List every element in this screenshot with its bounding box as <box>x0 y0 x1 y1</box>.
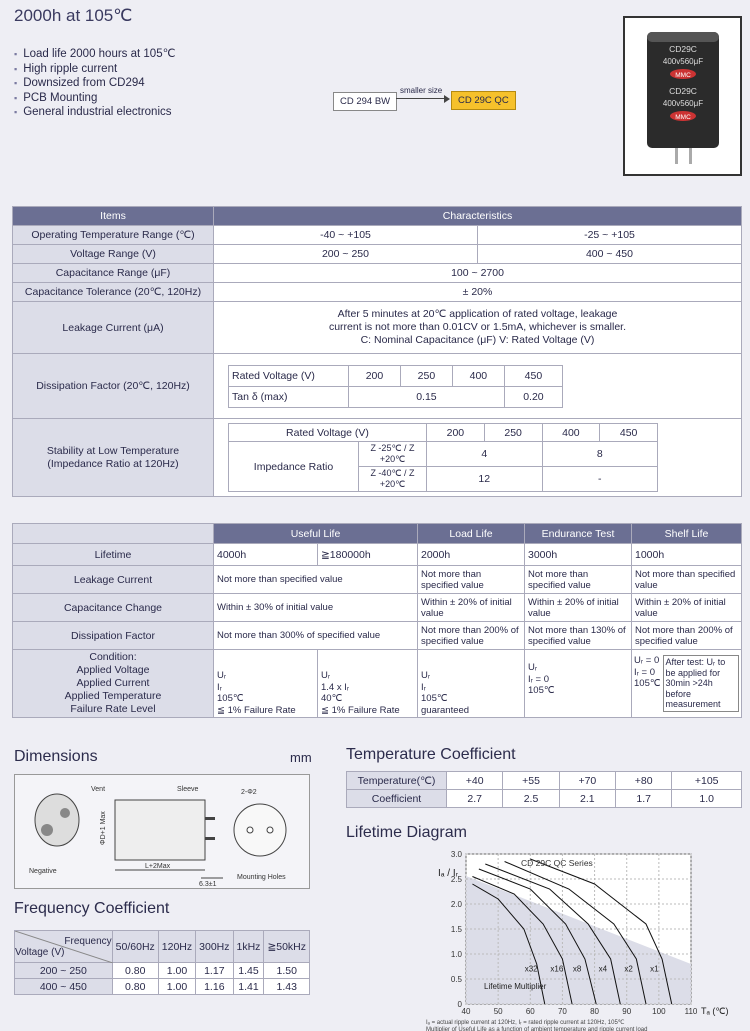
cell: Not more than 200% of specified value <box>632 622 742 650</box>
text-line: 1.4 x Iᵣ <box>321 681 350 693</box>
cell: -40 ~ +105 <box>214 226 478 245</box>
cell: +105 <box>672 772 742 790</box>
cell: 0.20 <box>504 386 562 407</box>
text-line: C: Nominal Capacitance (μF) V: Rated Voltage (V) <box>360 334 595 346</box>
row-label: Leakage Current <box>13 566 214 594</box>
row-label: Leakage Current (μA) <box>13 302 214 354</box>
text-block <box>634 655 661 712</box>
text-line: Failure Rate Level <box>70 703 156 715</box>
cell: Within ± 20% of initial value <box>525 594 632 622</box>
y-tick-label: 2.5 <box>450 875 462 884</box>
cell: 400 <box>452 365 504 386</box>
text-line: Condition: <box>89 651 137 663</box>
cell: 1.43 <box>264 979 310 995</box>
cell <box>214 650 318 718</box>
cell: ≧180000h <box>318 544 418 566</box>
text-line: Iᵣ <box>421 681 426 693</box>
cell: 1.41 <box>233 979 264 995</box>
table-header: Useful Life <box>214 524 418 544</box>
multiplier-label: x8 <box>572 964 582 974</box>
flow-arrow <box>396 98 448 99</box>
dimensions-title: Dimensions <box>14 748 98 765</box>
table-header: Shelf Life <box>632 524 742 544</box>
photo-label: 400v560μF <box>662 57 704 66</box>
cell: Rated Voltage (V) <box>229 424 427 442</box>
cell: 8 <box>542 442 658 467</box>
cell: 2.5 <box>503 790 559 808</box>
x-tick-label: 40 <box>461 1007 471 1016</box>
list-item: ▪ Downsized from CD294 <box>14 76 176 91</box>
x-tick-label: 90 <box>622 1007 632 1016</box>
y-tick-label: 3.0 <box>450 850 462 859</box>
multiplier-label: x4 <box>598 964 608 974</box>
cell: 1.16 <box>196 979 233 995</box>
text-line: Uᵣ <box>421 670 431 681</box>
list-item: ▪ Load life 2000 hours at 105℃ <box>14 47 176 62</box>
y-tick-label: 0.5 <box>450 975 462 984</box>
freq-coef-table <box>14 930 310 995</box>
cell: 1.0 <box>672 790 742 808</box>
cell: Z -40℃ / Z +20℃ <box>359 467 427 492</box>
row-label: 400 ~ 450 <box>15 979 113 995</box>
list-item: ▪ High ripple current <box>14 62 176 77</box>
row-label: Dissipation Factor (20℃, 120Hz) <box>13 354 214 419</box>
cell: 200 <box>427 424 485 442</box>
text-line: Uᵣ = 0 <box>634 655 660 667</box>
y-axis-label: Iₐ / Iᵣ <box>438 868 459 879</box>
text-line: 105℃ <box>528 685 555 696</box>
text-line: Iᵣ <box>217 681 222 693</box>
text-line: Applied Temperature <box>64 690 162 702</box>
cell: Z -25℃ / Z +20℃ <box>359 442 427 467</box>
table-header: Load Life <box>418 524 525 544</box>
holes-label: Mounting Holes <box>237 874 286 881</box>
chart-note: Iₐ = actual ripple current at 120Hz, Iᵣ = rated ripple current at 120Hz, 105℃ <box>426 1020 625 1026</box>
diag-header-cell <box>15 931 113 963</box>
series-to-box: CD 29C QC <box>451 91 516 110</box>
sleeve-label: Sleeve <box>177 786 199 793</box>
freq-header: Frequency <box>64 935 112 947</box>
cell: 250 <box>484 424 542 442</box>
text-line: ≦ 1% Failure Rate <box>321 704 400 716</box>
multiplier-label: x1 <box>650 964 659 974</box>
cell: 2.7 <box>447 790 503 808</box>
col-header: ≧50kHz <box>264 931 310 963</box>
y-tick-label: 1.5 <box>450 925 462 934</box>
x-tick-label: 110 <box>684 1007 698 1016</box>
photo-label: CD29C <box>669 44 697 54</box>
text-line: current is not more than 0.01CV or 1.5mA, whichever is smaller. <box>328 321 627 333</box>
chart-note: Multiplier of Useful Life as a function of ambient temperature and ripple current load <box>426 1027 648 1031</box>
vent-label: Vent <box>91 786 106 793</box>
text-line: Uᵣ <box>528 662 538 673</box>
col-header: 300Hz <box>196 931 233 963</box>
text-line: Applied Voltage <box>76 664 150 676</box>
stability-table <box>228 423 658 492</box>
voltage-header: Voltage (V) <box>15 946 65 958</box>
y-tick-label: 0 <box>457 1000 462 1009</box>
cell: Not more than 130% of specified value <box>525 622 632 650</box>
text-line: (Impedance Ratio at 120Hz) <box>47 457 179 470</box>
cell <box>632 650 742 718</box>
text-line: Uᵣ <box>217 670 227 681</box>
df-table <box>228 365 563 408</box>
cell <box>418 650 525 718</box>
series-from-box: CD 294 BW <box>333 92 397 111</box>
spec-table <box>12 206 742 497</box>
multiplier-label: x2 <box>624 964 633 974</box>
phi-label: 2-Φ2 <box>241 789 257 796</box>
table-header: Characteristics <box>214 207 742 226</box>
row-label <box>13 419 214 497</box>
y-tick-label: 1.0 <box>450 950 462 959</box>
cell: Rated Voltage (V) <box>229 365 349 386</box>
cell <box>318 650 418 718</box>
row-label: Capacitance Range (μF) <box>13 264 214 283</box>
cell: 3000h <box>525 544 632 566</box>
flow-label: smaller size <box>400 86 443 95</box>
text-line: Applied Current <box>76 677 150 689</box>
row-label: Temperature(℃) <box>347 772 447 790</box>
cell <box>214 302 742 354</box>
row-label: Capacitance Change <box>13 594 214 622</box>
row-label <box>13 650 214 718</box>
product-photo <box>623 16 742 176</box>
diameter-label: ΦD+1 Max <box>100 811 107 845</box>
temp-coef-table <box>346 771 742 808</box>
cell: 1.00 <box>158 963 195 979</box>
row-label: Lifetime <box>13 544 214 566</box>
cell: 450 <box>504 365 562 386</box>
text-line: After 5 minutes at 20℃ application of rated voltage, leakage <box>337 308 618 320</box>
cell: 250 <box>400 365 452 386</box>
cell: Not more than 200% of specified value <box>418 622 525 650</box>
text-line: ≦ 1% Failure Rate <box>217 704 296 716</box>
photo-label: 400v560μF <box>662 99 704 108</box>
cell: 1.50 <box>264 963 310 979</box>
cell: 200 <box>349 365 401 386</box>
cell: -25 ~ +105 <box>477 226 741 245</box>
table-header <box>13 524 214 544</box>
text-line: Iᵣ = 0 <box>634 666 656 678</box>
series-label: CD 29C QC Series <box>521 858 593 868</box>
life-table <box>12 523 742 718</box>
brand-logo: MMC <box>675 114 691 121</box>
cell <box>525 650 632 718</box>
cell: Within ± 20% of initial value <box>632 594 742 622</box>
table-header: Items <box>13 207 214 226</box>
cell: 400 ~ 450 <box>477 245 741 264</box>
after-test-note: After test: Uᵣ to be applied for 30min >24h before measurement <box>663 655 739 712</box>
row-label: Coefficient <box>347 790 447 808</box>
drawing-svg <box>15 775 309 888</box>
cell: Not more than specified value <box>214 566 418 594</box>
cell: +80 <box>616 772 672 790</box>
col-header: 120Hz <box>158 931 195 963</box>
cell: +55 <box>503 772 559 790</box>
x-tick-label: 50 <box>493 1007 503 1016</box>
table-header: Endurance Test <box>525 524 632 544</box>
text-line: 105℃ <box>634 678 661 690</box>
text-line: 40℃ <box>321 693 343 704</box>
temp-coef-title: Temperature Coefficient <box>346 746 516 763</box>
cell: 4 <box>427 442 543 467</box>
cell: 1.00 <box>158 979 195 995</box>
brand-logo: MMC <box>675 72 691 79</box>
cell: Tan δ (max) <box>229 386 349 407</box>
text-line: Iᵣ = 0 <box>528 673 550 685</box>
x-tick-label: 70 <box>557 1007 567 1016</box>
cell: +70 <box>559 772 615 790</box>
cell: 4000h <box>214 544 318 566</box>
text-line: guaranteed <box>421 704 470 716</box>
cell <box>214 419 742 497</box>
x-tick-label: 80 <box>590 1007 600 1016</box>
text-line: Uᵣ <box>321 670 331 681</box>
capacitor-image <box>625 18 740 174</box>
row-label: 200 ~ 250 <box>15 963 113 979</box>
cell: 0.15 <box>349 386 505 407</box>
x-tick-label: 60 <box>525 1007 535 1016</box>
dimensions-unit: mm <box>290 750 312 765</box>
page-title: 2000h at 105℃ <box>14 6 133 25</box>
text-line: 105℃ <box>217 693 244 704</box>
text-line: Stability at Low Temperature <box>46 444 180 457</box>
cell <box>214 354 742 419</box>
cell: Within ± 20% of initial value <box>418 594 525 622</box>
text-line: 105℃ <box>421 693 448 704</box>
cell: 12 <box>427 467 543 492</box>
row-label: Operating Temperature Range (℃) <box>13 226 214 245</box>
negative-label: Negative <box>29 868 57 875</box>
multiplier-label: x32 <box>524 964 538 974</box>
list-item: ▪ General industrial electronics <box>14 105 176 120</box>
cell: Not more than 300% of specified value <box>214 622 418 650</box>
feature-list <box>14 47 176 120</box>
cell: 0.80 <box>112 979 158 995</box>
dimension-drawing <box>14 774 310 889</box>
cell: Not more than specified value <box>418 566 525 594</box>
list-item: ▪ PCB Mounting <box>14 91 176 106</box>
cell: 450 <box>600 424 658 442</box>
cell: 100 ~ 2700 <box>214 264 742 283</box>
cell: 1.7 <box>616 790 672 808</box>
x-axis-label: Tₐ (℃) <box>701 1006 729 1016</box>
col-header: 50/60Hz <box>112 931 158 963</box>
arrow-head-icon <box>444 95 450 103</box>
cell: Impedance Ratio <box>229 442 359 492</box>
col-header: 1kHz <box>233 931 264 963</box>
cell: Within ± 30% of initial value <box>214 594 418 622</box>
multiplier-caption: Lifetime Multiplier <box>484 982 547 991</box>
y-tick-label: 2.0 <box>450 900 462 909</box>
multiplier-label: x16 <box>550 964 564 974</box>
pitch-label: 6.3±1 <box>199 881 217 888</box>
cell: 1000h <box>632 544 742 566</box>
cell: +40 <box>447 772 503 790</box>
cell: 1.45 <box>233 963 264 979</box>
photo-label: CD29C <box>669 86 697 96</box>
row-label: Capacitance Tolerance (20℃, 120Hz) <box>13 283 214 302</box>
cell: 400 <box>542 424 600 442</box>
length-label: L+2Max <box>145 863 171 870</box>
cell: Not more than specified value <box>632 566 742 594</box>
cell: 0.80 <box>112 963 158 979</box>
cell: 1.17 <box>196 963 233 979</box>
cell: 2000h <box>418 544 525 566</box>
cell: 200 ~ 250 <box>214 245 478 264</box>
row-label: Dissipation Factor <box>13 622 214 650</box>
row-label: Voltage Range (V) <box>13 245 214 264</box>
cell: 2.1 <box>559 790 615 808</box>
cell: - <box>542 467 658 492</box>
chart-title: Lifetime Diagram <box>346 824 467 841</box>
cell: Not more than specified value <box>525 566 632 594</box>
cell: ± 20% <box>214 283 742 302</box>
freq-coef-title: Frequency Coefficient <box>14 900 170 917</box>
x-tick-label: 100 <box>652 1007 666 1016</box>
lifetime-chart <box>346 846 746 1031</box>
